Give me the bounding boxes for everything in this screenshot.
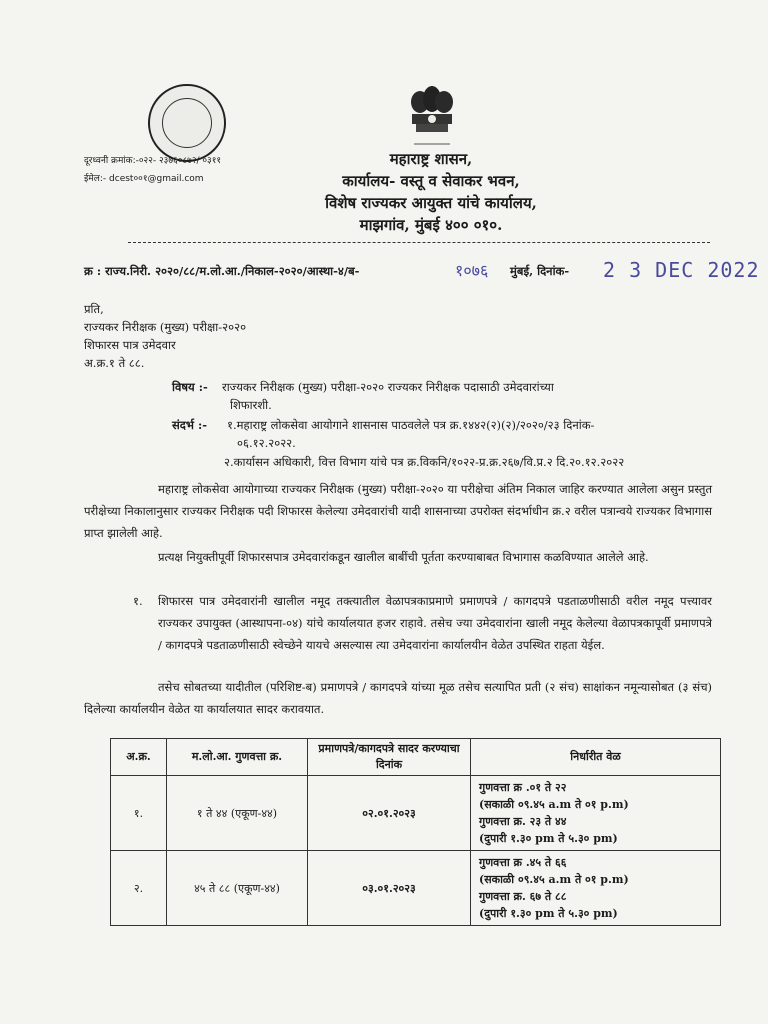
phone-number: दूरध्वनी क्रमांक:-०२२- २३७६०८७२/ ०३११ bbox=[84, 156, 222, 166]
recipient-block bbox=[84, 300, 246, 372]
cell-time-slots bbox=[471, 776, 721, 851]
header-date: प्रमाणपत्रे/कागदपत्रे सादर करण्याचा दिनांक bbox=[308, 739, 471, 776]
cell-time-slots bbox=[471, 851, 721, 926]
header-time: निर्धारीत वेळ bbox=[471, 739, 721, 776]
cell-sr: १. bbox=[111, 776, 167, 851]
org-line-2: कार्यालय- वस्तू व सेवाकर भवन, bbox=[342, 172, 520, 190]
reference-number: क्र : राज्य.निरी. २०२०/८८/म.लो.आ./निकाल-२०२०/आस्था-४/ब- bbox=[84, 264, 360, 278]
date-stamp: 2 3 DEC 2022 bbox=[603, 258, 760, 282]
subject-text-2: शिफारशी. bbox=[230, 398, 272, 412]
recipient-line-1: प्रति, bbox=[84, 302, 104, 316]
org-line-1: महाराष्ट्र शासन, bbox=[389, 150, 473, 168]
cell-sr: २. bbox=[111, 851, 167, 926]
slot-line: गुणवत्ता क्र .४५ ते ६६ bbox=[479, 856, 567, 869]
handwritten-number: १०७६ bbox=[455, 261, 489, 280]
table-row bbox=[111, 776, 721, 851]
recipient-line-2: राज्यकर निरीक्षक (मुख्य) परीक्षा-२०२० bbox=[84, 320, 247, 334]
subject-label: विषय :- bbox=[172, 380, 208, 394]
body-paragraph-2: प्रत्यक्ष नियुक्तीपूर्वी शिफारसपात्र उमेदवारांकडून खालील बाबींची पूर्तता करण्याबाबत विभागास कळविण्यात आलेले आहे. bbox=[158, 550, 649, 564]
slot-line: (सकाळी ०९.४५ a.m ते ०१ p.m) bbox=[479, 798, 629, 811]
slot-line: (सकाळी ०९.४५ a.m ते ०१ p.m) bbox=[479, 873, 629, 886]
cell-date: ०२.०१.२०२३ bbox=[308, 776, 471, 851]
recipient-line-4: अ.क्र.१ ते ८८. bbox=[84, 356, 145, 370]
slot-line: गुणवत्ता क्र. २३ ते ४४ bbox=[479, 815, 567, 828]
reference-1a: १.महाराष्ट्र लोकसेवा आयोगाने शासनास पाठवलेले पत्र क्र.१४४२(२)(२)/२०२०/२३ दिनांक- bbox=[227, 418, 595, 432]
seal-inner-ring bbox=[162, 98, 212, 148]
references-label: संदर्भ :- bbox=[172, 418, 207, 432]
subject-text-1: राज्यकर निरीक्षक (मुख्य) परीक्षा-२०२० राज्यकर निरीक्षक पदासाठी उमेदवारांच्या bbox=[222, 380, 554, 394]
table-header-row bbox=[111, 739, 721, 776]
verification-schedule-table bbox=[110, 738, 721, 926]
slot-line: गुणवत्ता क्र .०१ ते २२ bbox=[479, 781, 567, 794]
item-1-number: १. bbox=[133, 594, 143, 608]
body-item-1: शिफारस पात्र उमेदवारांनी खालील नमूद तक्त्यातील वेळापत्रकाप्रमाणे प्रमाणपत्रे / कागदपत्रे पडताळणीसाठी वरील नमूद पत्त्यावर राज्यकर उपायुक्त (आस्थापना-०४) यांचे कार्यालयात हजर राहावे. तसेच ज्या उमेदवारांना खाली नमूद केलेल्या वेळापत्रकापूर्वी प्रमाणपत्रे / कागदपत्रे पडताळणीसाठी स्वेच्छेने यायचे असल्यास त्या उमेदवारांना कार्यालयीन वेळेत उपस्थित राहता येईल. bbox=[158, 594, 712, 652]
reference-2: २.कार्यासन अधिकारी, वित्त विभाग यांचे पत्र क्र.विकनि/१०२२-प्र.क्र.२६७/वि.प्र.२ दि.२०.१२.२०२२ bbox=[224, 455, 625, 469]
org-line-3: विशेष राज्यकर आयुक्त यांचे कार्यालय, bbox=[325, 194, 537, 212]
department-seal bbox=[148, 84, 226, 162]
reference-1b: ०६.१२.२०२२. bbox=[237, 436, 296, 450]
recipient-line-3: शिफारस पात्र उमेदवार bbox=[84, 338, 176, 352]
header-merit: म.लो.आ. गुणवत्ता क्र. bbox=[167, 739, 308, 776]
cell-merit: १ ते ४४ (एकूण-४४) bbox=[167, 776, 308, 851]
slot-line: (दुपारी १.३० pm ते ५.३० pm) bbox=[479, 832, 618, 845]
place-date-label: मुंबई, दिनांक- bbox=[510, 264, 570, 278]
org-line-4: माझगांव, मुंबई ४०० ०१०. bbox=[359, 216, 503, 234]
cell-merit: ४५ ते ८८ (एकूण-४४) bbox=[167, 851, 308, 926]
slot-line: (दुपारी १.३० pm ते ५.३० pm) bbox=[479, 907, 618, 920]
slot-line: गुणवत्ता क्र. ६७ ते ८८ bbox=[479, 890, 567, 903]
email-address: ईमेल:- dcest००१@gmail.com bbox=[84, 174, 204, 184]
body-paragraph-3: तसेच सोबतच्या यादीतील (परिशिष्ट-ब) प्रमाणपत्रे / कागदपत्रे यांच्या मूळ तसेच सत्यापित प्रती (२ संच) साक्षांकन नमून्यासोबत (३ संच) दिलेल्या कार्यालयीन वेळेत या कार्यालयात सादर करावयात. bbox=[84, 680, 712, 716]
header-divider bbox=[128, 242, 710, 243]
table-row bbox=[111, 851, 721, 926]
body-paragraph-1: महाराष्ट्र लोकसेवा आयोगाच्या राज्यकर निरीक्षक (मुख्य) परीक्षा-२०२० या परीक्षेचा अंतिम निकाल जाहिर करण्यात आलेला असुन प्रस्तुत परीक्षेच्या निकालानुसार राज्यकर निरीक्षक पदी शिफारस केलेल्या उमेदवारांची यादी शासनाच्या उपरोक्त संदर्भाधीन क्र.२ वरील पत्रान्वये राज्यकर विभागास प्राप्त झालेली आहे. bbox=[84, 482, 712, 540]
letterhead bbox=[300, 148, 562, 236]
header-sr: अ.क्र. bbox=[111, 739, 167, 776]
cell-date: ०३.०१.२०२३ bbox=[308, 851, 471, 926]
national-emblem-icon bbox=[404, 84, 460, 150]
